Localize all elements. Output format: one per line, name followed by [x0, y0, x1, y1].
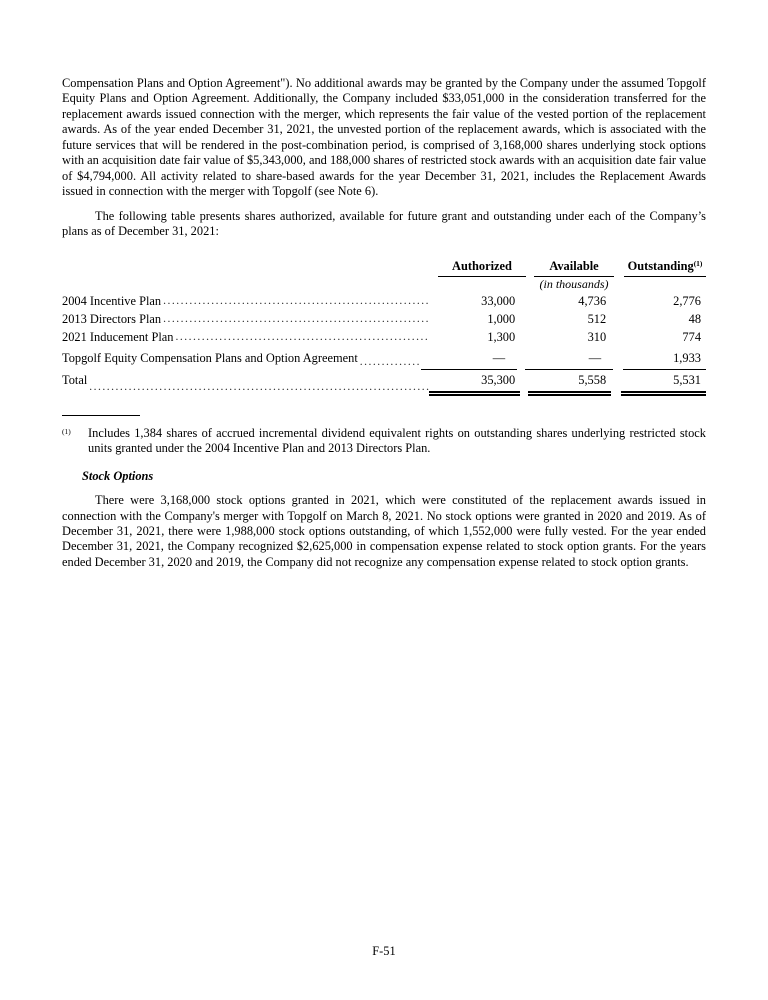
header-spacer — [62, 259, 438, 277]
cell-available: 310 — [587, 330, 607, 345]
cell-available: 512 — [587, 312, 607, 327]
row-label: 2021 Inducement Plan — [62, 330, 174, 345]
dot-leader — [358, 351, 421, 370]
row-label: Topgolf Equity Compensation Plans and Option Agreement — [62, 350, 358, 365]
table-row-2021-inducement-plan — [62, 328, 706, 346]
table-row-topgolf-equity-plans — [62, 346, 706, 370]
row-label: Total — [62, 373, 88, 388]
units-note: (in thousands) — [539, 276, 609, 291]
paragraph-stock-options: There were 3,168,000 stock options granted in 2021, which were constituted of the replacement awards issued in connection with the Company's merger with Topgolf on March 8, 2021. No stock options were granted in 2020 and 2019. As of December 31, 2021, there were 1,988,000 stock options outstanding, of which 1,552,000 were fully vested. For the year ended December 31, 2021, the Company recognized $2,625,000 in compensation expense related to stock option grants. For the years ended December 31, 2020 and 2019, the Company did not recognize any compensation expense related to stock option grants. — [62, 493, 706, 569]
cell-outstanding: 1,933 — [623, 346, 706, 370]
row-label: 2013 Directors Plan — [62, 312, 162, 327]
cell-outstanding: 48 — [688, 312, 702, 327]
cell-available: — — [525, 346, 613, 370]
dot-leader — [87, 373, 429, 395]
cell-available: 4,736 — [578, 294, 607, 309]
footnote-reference-superscript: (1) — [693, 258, 703, 268]
footnote-1 — [62, 426, 706, 457]
cell-outstanding: 2,776 — [673, 294, 702, 309]
row-label: 2004 Incentive Plan — [62, 294, 162, 309]
dot-leader — [174, 330, 430, 345]
table-row-total — [62, 370, 706, 395]
cell-authorized: 33,000 — [481, 294, 516, 309]
shares-plans-table — [62, 259, 706, 396]
column-header-outstanding: Outstanding$^{(1)}$ — [624, 259, 706, 277]
dot-leader — [161, 312, 429, 327]
table-row-2004-incentive-plan — [62, 292, 706, 310]
section-heading-stock-options: Stock Options — [82, 468, 154, 483]
page-number: F-51 — [372, 944, 396, 958]
paragraph-table-intro: The following table presents shares authorized, available for future grant and outstanding under each of the Company’s plans as of December 31, 2021: — [62, 208, 706, 239]
cell-authorized: 1,300 — [487, 330, 516, 345]
cell-total-outstanding: 5,531 — [621, 370, 706, 395]
units-note-row — [62, 277, 706, 292]
footnote-divider — [62, 415, 140, 416]
page-content — [62, 76, 706, 570]
column-header-authorized: Authorized — [438, 259, 526, 277]
table-row-2013-directors-plan — [62, 310, 706, 328]
cell-authorized: 1,000 — [487, 312, 516, 327]
paragraph-compensation-plans: Compensation Plans and Option Agreement"). No additional awards may be granted by the Company under the assumed Topgolf Equity Plans and Option Agreement. Additionally, the Company included $33,051,000 in the consideration transferred for the replacement awards issued connection with the merger, which represents the fair value of the vested portion of the replacement awards. As of the year ended December 31, 2021, the unvested portion of the replacement awards, which is associated with the future services that will be rendered in the post-combination period, is comprised of 3,168,000 shares underlying stock options with an acquisition date fair value of $5,343,000, and 188,000 shares of restricted stock awards with an acquisition date fair value of $4,794,000. All activity related to share-based awards for the year December 31, 2021, includes the Replacement Awards issued in connection with the merger with Topgolf (see Note 6). — [62, 76, 706, 199]
cell-total-available: 5,558 — [528, 370, 611, 395]
cell-authorized: — — [421, 346, 517, 370]
column-header-available: Available — [534, 259, 614, 277]
footnote-marker: (1) — [62, 426, 71, 436]
footnote-text: Includes 1,384 shares of accrued incremental dividend equivalent rights on outstanding shares underlying restricted stock units granted under the 2004 Incentive Plan and 2013 Directors Plan. — [88, 425, 706, 456]
cell-outstanding: 774 — [682, 330, 702, 345]
dot-leader — [161, 294, 429, 309]
table-header-row — [62, 259, 706, 277]
cell-total-authorized: 35,300 — [429, 370, 520, 395]
